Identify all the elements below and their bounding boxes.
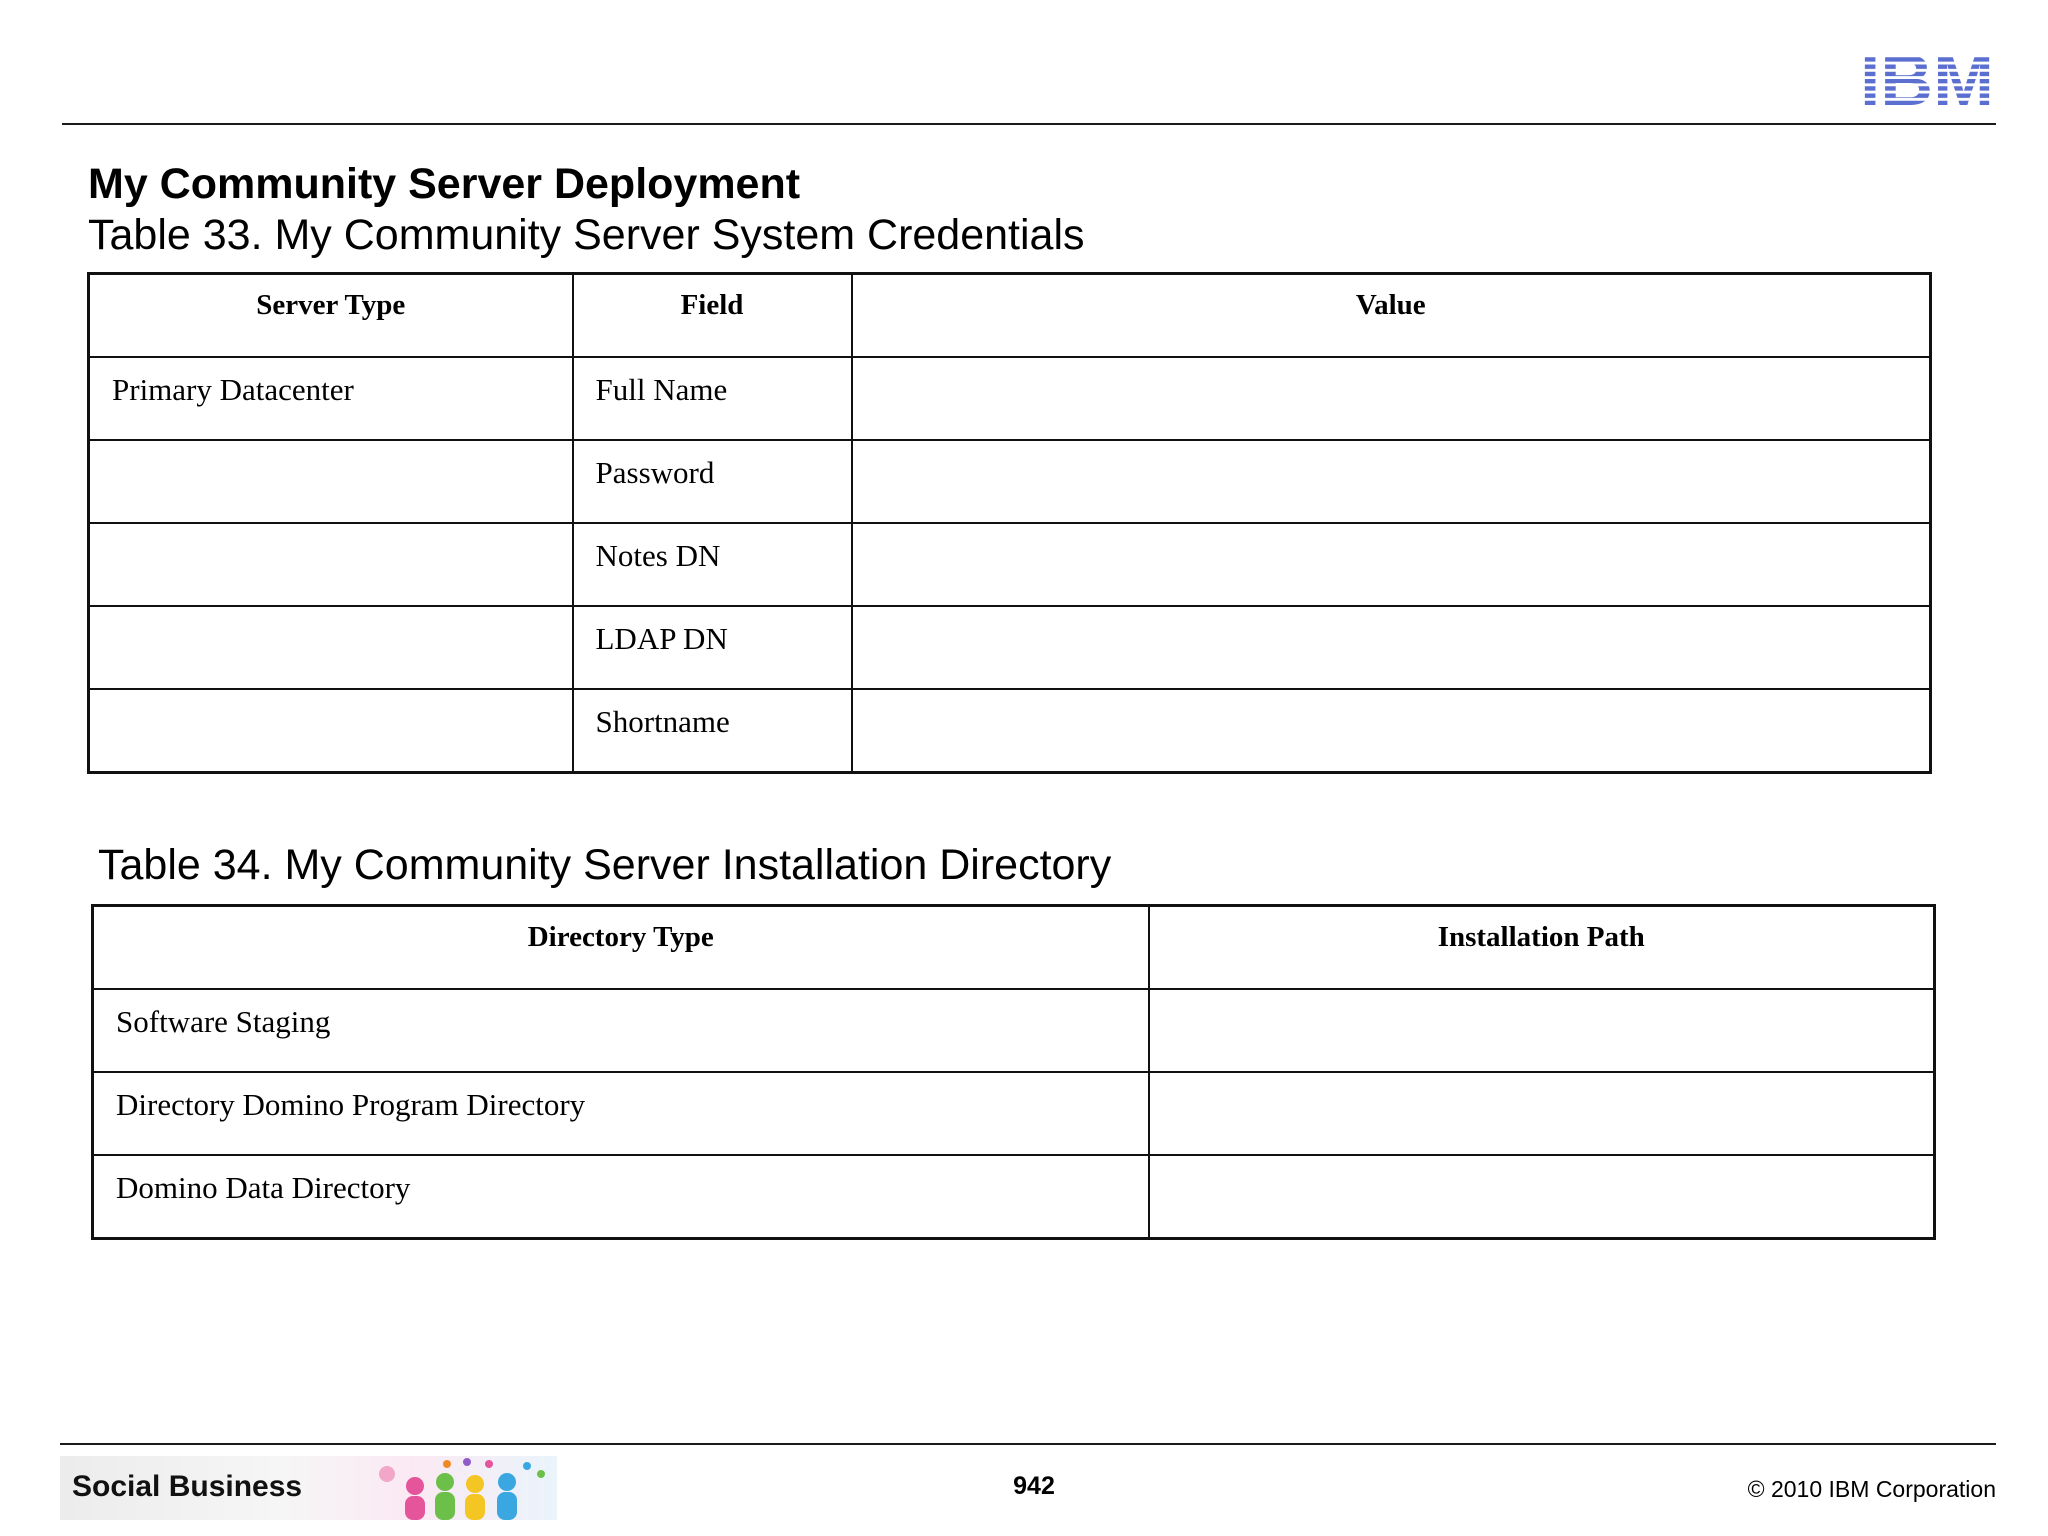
cell-field: Full Name — [573, 357, 852, 440]
table-34-caption: Table 34. My Community Server Installation Directory — [98, 841, 1112, 889]
header-rule — [62, 123, 1996, 125]
column-header-field: Field — [573, 274, 852, 358]
cell-field: LDAP DN — [573, 606, 852, 689]
page-title: My Community Server Deployment — [88, 160, 801, 208]
column-header-directory-type: Directory Type — [93, 906, 1149, 990]
cell-server-type — [89, 606, 573, 689]
cell-server-type — [89, 440, 573, 523]
cell-installation-path — [1149, 1072, 1935, 1155]
table-header-row — [93, 906, 1935, 990]
cell-value — [852, 606, 1931, 689]
table-row — [89, 523, 1931, 606]
social-business-banner — [60, 1456, 557, 1520]
copyright-notice: © 2010 IBM Corporation — [1747, 1476, 1996, 1502]
table-row — [89, 689, 1931, 773]
cell-field: Password — [573, 440, 852, 523]
page-number: 942 — [1013, 1472, 1055, 1500]
cell-server-type — [89, 689, 573, 773]
column-header-value: Value — [852, 274, 1931, 358]
cell-installation-path — [1149, 1155, 1935, 1239]
ibm-logo — [1860, 50, 1994, 108]
footer-rule — [60, 1443, 1996, 1445]
table-header-row — [89, 274, 1931, 358]
cell-server-type: Primary Datacenter — [89, 357, 573, 440]
people-graphic-icon — [357, 1456, 557, 1520]
installation-directory-table — [91, 904, 1936, 1240]
cell-directory-type: Directory Domino Program Directory — [93, 1072, 1149, 1155]
cell-server-type — [89, 523, 573, 606]
cell-directory-type: Software Staging — [93, 989, 1149, 1072]
table-row — [89, 440, 1931, 523]
cell-installation-path — [1149, 989, 1935, 1072]
table-row — [93, 1072, 1935, 1155]
cell-directory-type: Domino Data Directory — [93, 1155, 1149, 1239]
table-row — [93, 989, 1935, 1072]
column-header-installation-path: Installation Path — [1149, 906, 1935, 990]
cell-value — [852, 689, 1931, 773]
table-33-caption: Table 33. My Community Server System Credentials — [88, 211, 1085, 259]
cell-field: Shortname — [573, 689, 852, 773]
banner-label: Social Business — [72, 1470, 303, 1503]
credentials-table — [87, 272, 1932, 774]
table-row — [89, 357, 1931, 440]
cell-value — [852, 523, 1931, 606]
table-row — [89, 606, 1931, 689]
cell-field: Notes DN — [573, 523, 852, 606]
table-row — [93, 1155, 1935, 1239]
cell-value — [852, 440, 1931, 523]
column-header-server-type: Server Type — [89, 274, 573, 358]
cell-value — [852, 357, 1931, 440]
